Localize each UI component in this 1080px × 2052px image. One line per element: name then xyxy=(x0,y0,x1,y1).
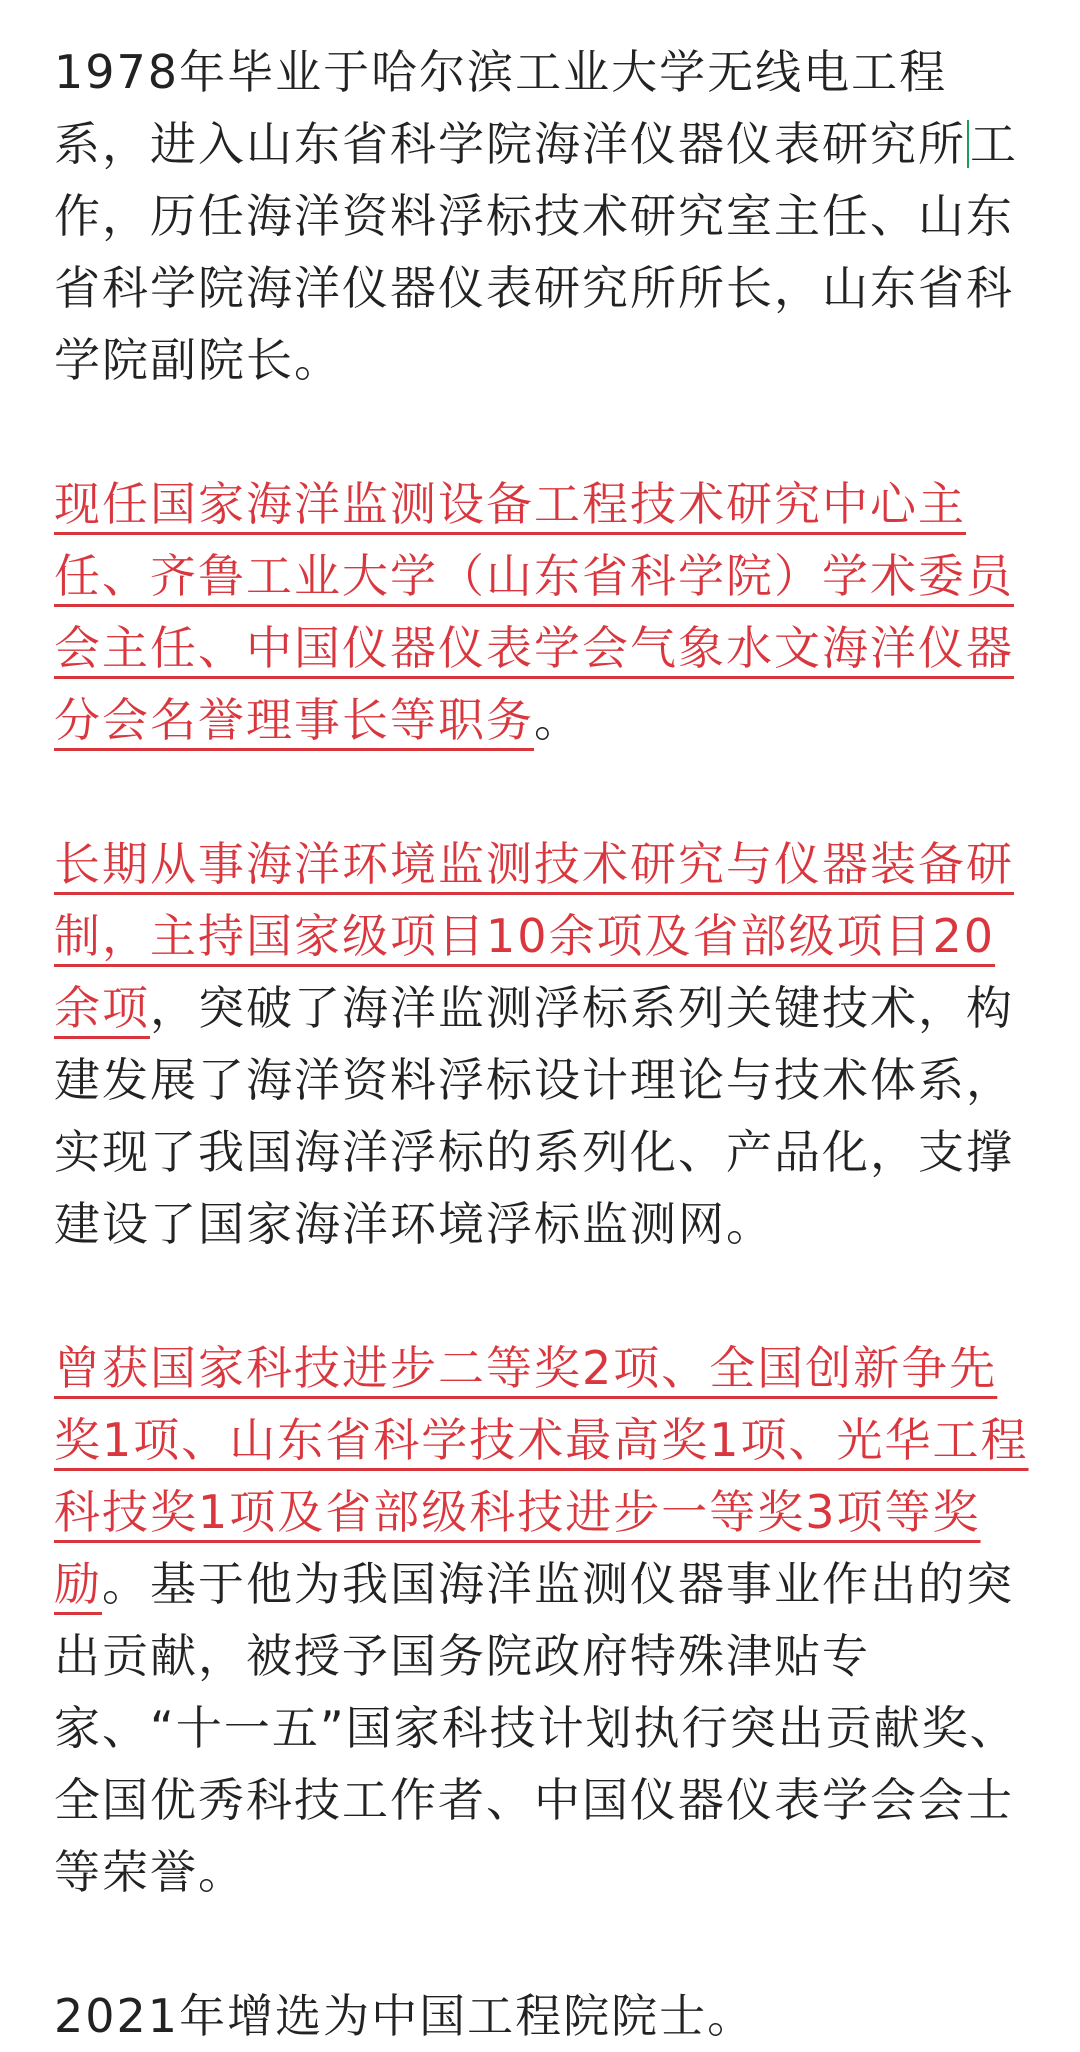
highlighted-awards: 曾获国家科技进步二等奖2项、全国创新争先奖1项、山东省科学技术最高奖1项、光华工程科技奖1项及省部级科技进步一等奖3项等奖励 xyxy=(54,1341,1029,1611)
academician-text: 2021年增选为中国工程院院士。 xyxy=(54,1989,756,2043)
paragraph-current-positions xyxy=(54,468,1034,756)
paragraph-research xyxy=(54,828,1034,1260)
career-text-end: 工作，历任海洋资料浮标技术研究室主任、山东省科学院海洋仪器仪表研究所所长，山东省科学院副院长。 xyxy=(54,117,1018,387)
awards-text: 。基于他为我国海洋监测仪器事业作出的突出贡献，被授予国务院政府特殊津贴专家、“十一五”国家科技计划执行突出贡献奖、全国优秀科技工作者、中国仪器仪表学会会士等荣誉。 xyxy=(54,1557,1018,1899)
positions-tail: 。 xyxy=(534,693,582,747)
research-text: ，突破了海洋监测浮标系列关键技术，构建发展了海洋资料浮标设计理论与技术体系，实现了我国海洋浮标的系列化、产品化，支撑建设了国家海洋环境浮标监测网。 xyxy=(54,981,1014,1251)
paragraph-awards xyxy=(54,1332,1034,1908)
text-cursor xyxy=(967,120,969,168)
highlighted-positions: 现任国家海洋监测设备工程技术研究中心主任、齐鲁工业大学（山东省科学院）学术委员会主任、中国仪器仪表学会气象水文海洋仪器分会名誉理事长等职务 xyxy=(54,477,1014,747)
paragraph-career xyxy=(54,36,1034,396)
highlighted-research: 长期从事海洋环境监测技术研究与仪器装备研制，主持国家级项目10余项及省部级项目20余项 xyxy=(54,837,1014,1035)
paragraph-academician xyxy=(54,1980,1034,2052)
career-text-start: 1978年毕业于哈尔滨工业大学无线电工程系，进入山东省科学院海洋仪器仪表研究所 xyxy=(54,45,966,171)
article-body xyxy=(54,36,1034,2052)
